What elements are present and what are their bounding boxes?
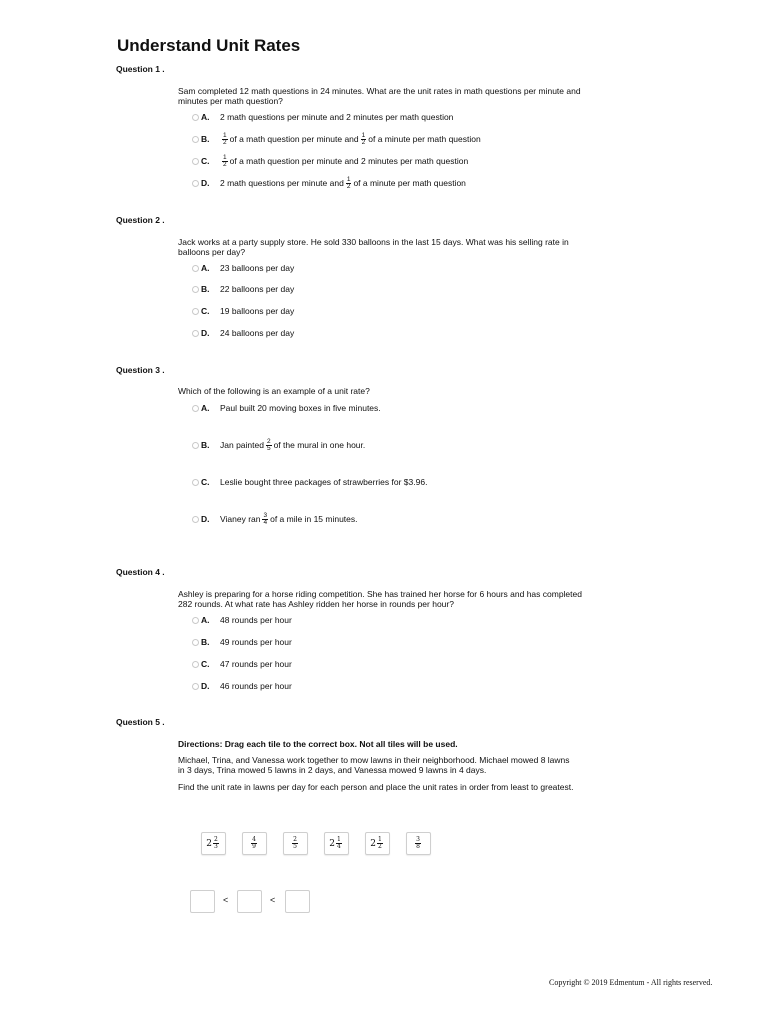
- question-5-directions: Directions: Drag each tile to the correct box. Not all tiles will be used.: [178, 739, 458, 749]
- option-text: 46 rounds per hour: [220, 681, 292, 691]
- fraction: $\frac{1}{2}$: [223, 153, 227, 168]
- drag-tile[interactable]: 2 $\frac{1}{4}$: [324, 832, 349, 855]
- fraction: $\frac{4}{9}$: [252, 836, 256, 850]
- option-text: Vianey ran $\frac{3}{4}$ of a mile in 15 minutes.: [220, 511, 358, 526]
- fraction: $\frac{1}{2}$: [377, 836, 382, 850]
- less-than-sign: <: [270, 895, 276, 905]
- fraction: $\frac{1}{2}$: [223, 131, 227, 146]
- option-text: 49 rounds per hour: [220, 637, 292, 647]
- radio-icon[interactable]: [192, 136, 199, 143]
- option-text: 48 rounds per hour: [220, 615, 292, 625]
- radio-icon[interactable]: [192, 114, 199, 121]
- question-1-heading: Question 1 .: [116, 64, 165, 74]
- fraction: $\frac{2}{5}$: [266, 437, 271, 452]
- question-5-paragraph-2: Find the unit rate in lawns per day for each person and place the unit rates in order from least to greatest.: [178, 782, 574, 792]
- drop-box-1[interactable]: [190, 890, 215, 913]
- option-text: 22 balloons per day: [220, 284, 295, 294]
- question-2-stem: Jack works at a party supply store. He sold 330 balloons in the last 15 days. What was his selling rate in balloons per day?: [178, 237, 569, 257]
- option-text: Paul built 20 moving boxes in five minutes.: [220, 403, 381, 413]
- drag-tile[interactable]: 2 $\frac{1}{2}$: [365, 832, 390, 855]
- question-5-paragraph-1: Michael, Trina, and Vanessa work together to mow lawns in their neighborhood. Michael mowed 8 lawns in 3 days, Trina mowed 5 lawns in 2 days, and Vanessa mowed 9 lawns in 4 days.: [178, 755, 570, 775]
- fraction: $\frac{2}{3}$: [213, 836, 218, 850]
- question-1-option-b[interactable]: B. $\frac{1}{2}$ of a math question per minute and $\frac{1}{2}$ of a minute per math question: [192, 132, 481, 146]
- less-than-sign: <: [223, 895, 229, 905]
- question-5-heading: Question 5 .: [116, 717, 165, 727]
- radio-icon[interactable]: [192, 286, 199, 293]
- radio-icon[interactable]: [192, 308, 199, 315]
- question-1-option-c[interactable]: C. $\frac{1}{2}$ of a math question per minute and 2 minutes per math question: [192, 154, 468, 168]
- question-2-option-c[interactable]: C. 19 balloons per day: [192, 304, 294, 318]
- drop-box-3[interactable]: [285, 890, 310, 913]
- question-3-option-d[interactable]: D. Vianey ran $\frac{3}{4}$ of a mile in 15 minutes.: [192, 512, 358, 526]
- question-2-option-d[interactable]: D. 24 balloons per day: [192, 326, 294, 340]
- question-2-option-b[interactable]: B. 22 balloons per day: [192, 282, 294, 296]
- radio-icon[interactable]: [192, 265, 199, 272]
- drop-box-2[interactable]: [237, 890, 262, 913]
- question-3-option-a[interactable]: A. Paul built 20 moving boxes in five minutes.: [192, 401, 381, 415]
- radio-icon[interactable]: [192, 180, 199, 187]
- option-text: 2 math questions per minute and $\frac{1}{2}$ of a minute per math question: [220, 175, 466, 190]
- option-text: $\frac{1}{2}$ of a math question per minute and 2 minutes per math question: [223, 153, 469, 168]
- radio-icon[interactable]: [192, 516, 199, 523]
- option-text: 23 balloons per day: [220, 263, 295, 273]
- fraction: $\frac{2}{5}$: [293, 836, 297, 850]
- radio-icon[interactable]: [192, 617, 199, 624]
- question-3-option-c[interactable]: C. Leslie bought three packages of strawberries for $3.96.: [192, 475, 427, 489]
- radio-icon[interactable]: [192, 405, 199, 412]
- radio-icon[interactable]: [192, 442, 199, 449]
- fraction: $\frac{3}{8}$: [416, 836, 420, 850]
- question-2-option-a[interactable]: A. 23 balloons per day: [192, 261, 294, 275]
- question-1-stem: Sam completed 12 math questions in 24 minutes. What are the unit rates in math questions per minute and minutes per math question?: [178, 86, 581, 106]
- option-text: Jan painted $\frac{2}{5}$ of the mural in one hour.: [220, 437, 366, 452]
- option-text: 2 math questions per minute and 2 minutes per math question: [220, 112, 454, 122]
- fraction: $\frac{3}{4}$: [263, 511, 268, 526]
- fraction: $\frac{1}{2}$: [346, 175, 351, 190]
- drag-tile[interactable]: [242, 832, 267, 855]
- option-text: 24 balloons per day: [220, 328, 295, 338]
- radio-icon[interactable]: [192, 479, 199, 486]
- tile-bank: [201, 832, 447, 855]
- radio-icon[interactable]: [192, 330, 199, 337]
- drag-tile[interactable]: 2 $\frac{2}{3}$: [201, 832, 226, 855]
- question-4-heading: Question 4 .: [116, 567, 165, 577]
- option-text: Leslie bought three packages of strawberries for $3.96.: [220, 477, 428, 487]
- radio-icon[interactable]: [192, 158, 199, 165]
- drag-tile[interactable]: [406, 832, 431, 855]
- question-4-stem: Ashley is preparing for a horse riding competition. She has trained her horse for 6 hours and has completed 282 rounds. At what rate has Ashley ridden her horse in rounds per hour?: [178, 589, 582, 609]
- question-4-option-a[interactable]: A. 48 rounds per hour: [192, 613, 292, 627]
- copyright-footer: Copyright © 2019 Edmentum - All rights reserved.: [549, 978, 713, 987]
- question-1-option-d[interactable]: D. 2 math questions per minute and $\frac{1}{2}$ of a minute per math question: [192, 176, 466, 190]
- question-4-option-b[interactable]: B. 49 rounds per hour: [192, 635, 292, 649]
- question-2-heading: Question 2 .: [116, 215, 165, 225]
- option-text: 47 rounds per hour: [220, 659, 292, 669]
- radio-icon[interactable]: [192, 683, 199, 690]
- question-3-stem: Which of the following is an example of a unit rate?: [178, 386, 370, 396]
- question-3-option-b[interactable]: B. Jan painted $\frac{2}{5}$ of the mural in one hour.: [192, 438, 365, 452]
- fraction: $\frac{1}{4}$: [336, 836, 341, 850]
- question-3-heading: Question 3 .: [116, 365, 165, 375]
- question-4-option-d[interactable]: D. 46 rounds per hour: [192, 679, 292, 693]
- page-title: Understand Unit Rates: [117, 36, 301, 55]
- radio-icon[interactable]: [192, 661, 199, 668]
- option-text: 19 balloons per day: [220, 306, 295, 316]
- fraction: $\frac{1}{2}$: [361, 131, 366, 146]
- question-4-option-c[interactable]: C. 47 rounds per hour: [192, 657, 292, 671]
- radio-icon[interactable]: [192, 639, 199, 646]
- drag-tile[interactable]: [283, 832, 308, 855]
- question-1-option-a[interactable]: A. 2 math questions per minute and 2 minutes per math question: [192, 110, 453, 124]
- option-text: $\frac{1}{2}$ of a math question per minute and $\frac{1}{2}$ of a minute per math question: [223, 131, 481, 146]
